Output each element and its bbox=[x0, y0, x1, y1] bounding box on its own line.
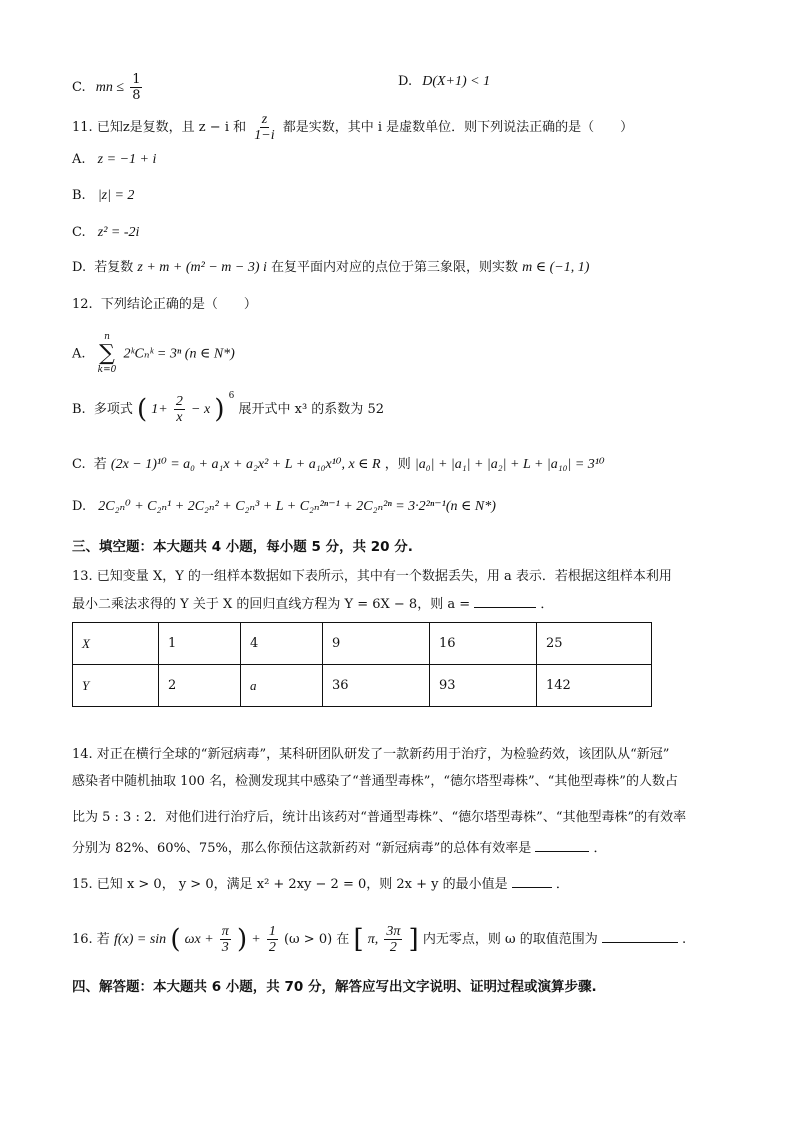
q16-lparen: ( bbox=[170, 924, 181, 955]
q14-line2: 感染者中随机抽取 100 名，检测发现其中感染了“普通型毒株”，“德尔塔型毒株”、“其他型毒株”的人数占 bbox=[72, 774, 678, 789]
q14-line4-text: 分别为 82%、60%、75%，那么你预估这款新药对 “新冠病毒”的总体有效率是 bbox=[72, 841, 532, 856]
q11-frac-den: 1−i bbox=[254, 128, 275, 143]
q11-number: 11. bbox=[72, 120, 93, 135]
q12-option-b bbox=[72, 390, 384, 425]
q12-c-label: C. bbox=[72, 457, 86, 472]
q12-c-end: |a₀| + |a₁| + |a₂| + L + |a₁₀| = 3¹⁰ bbox=[414, 457, 605, 472]
table-cell: 2 bbox=[159, 665, 241, 707]
q10-c-fraction bbox=[130, 72, 142, 103]
q12-b-one: 1+ bbox=[151, 402, 168, 417]
table-row bbox=[73, 665, 652, 707]
table-cell: 9 bbox=[323, 623, 430, 665]
q14-line4 bbox=[72, 839, 607, 859]
q12-b-minus: − x bbox=[191, 402, 211, 417]
q15-text: 15. 已知 x > 0， y > 0，满足 x² + 2xy − 2 = 0，则 2x + y 的最小值是 bbox=[72, 877, 508, 892]
q12-c-expr: (2x − 1)¹⁰ = a₀ + a₁x + a₂x² + L + a₁₀x¹⁰, x ∈ R bbox=[110, 457, 381, 472]
q16-plus: + bbox=[251, 932, 261, 947]
q16-frac3 bbox=[384, 924, 402, 955]
q15-end: ． bbox=[555, 877, 569, 892]
sigma-glyph: ∑ bbox=[99, 341, 115, 366]
q16-answer-blank bbox=[602, 930, 678, 943]
q12-option-d bbox=[72, 497, 496, 517]
q12-option-c bbox=[72, 455, 605, 475]
q11-option-c bbox=[72, 223, 139, 243]
q16-f-expr: f(x) = sin bbox=[113, 932, 167, 947]
q11-text1: 已知z是复数，且 z − i 和 bbox=[96, 120, 247, 135]
q11-b-expr: |z| = 2 bbox=[97, 188, 135, 203]
q12-stem bbox=[72, 295, 257, 315]
q12-b-power: 6 bbox=[228, 390, 235, 401]
q16-prefix: 16. 若 bbox=[72, 932, 110, 947]
q16-frac2-den: 2 bbox=[268, 940, 276, 955]
q10-d-label: D. bbox=[398, 74, 413, 89]
q11-option-d bbox=[72, 258, 589, 278]
q16-frac1-den: 3 bbox=[221, 940, 229, 955]
q16-rparen: ) bbox=[236, 924, 248, 955]
q13-answer-blank bbox=[474, 595, 536, 608]
table-cell: 142 bbox=[537, 665, 652, 707]
q12-option-a bbox=[72, 332, 235, 376]
q12-c-mid: ，则 bbox=[384, 457, 411, 472]
q12-b-frac-num: 2 bbox=[175, 394, 183, 409]
q11-d-label: D. bbox=[72, 260, 87, 275]
sum-upper-limit: n bbox=[104, 332, 110, 342]
q11-option-a bbox=[72, 150, 156, 170]
q12-b-frac-den: x bbox=[176, 410, 183, 425]
section-4-heading: 四、解答题：本大题共 6 小题，共 70 分，解答应写出文字说明、证明过程或演算步骤. bbox=[72, 979, 597, 995]
q12-b-post: 展开式中 x³ 的系数为 52 bbox=[238, 402, 384, 417]
q14-answer-blank bbox=[535, 839, 589, 852]
q12-b-lparen: ( bbox=[136, 394, 148, 425]
q10-c-expr: mn ≤ bbox=[95, 80, 125, 95]
q16-interval-open: [ bbox=[353, 924, 364, 955]
q12-a-label: A. bbox=[72, 346, 86, 362]
q12-a-expr: 2ᵏCₙᵏ = 3ⁿ (n ∈ N*) bbox=[123, 346, 235, 362]
q13-line2-text: 最小二乘法求得的 Y 关于 X 的回归直线方程为 Y = 6X − 8，则 a = bbox=[72, 597, 471, 612]
q11-d-expr: z + m + (m² − m − 3) i bbox=[137, 260, 267, 275]
q16-pi: π, bbox=[367, 932, 379, 947]
q12-c-pre: 若 bbox=[93, 457, 107, 472]
q11-option-b bbox=[72, 186, 134, 206]
q14-line1: 14. 对正在横行全球的“新冠病毒”，某科研团队研发了一款新药用于治疗，为检验药效，该团队从“新冠” bbox=[72, 747, 670, 762]
table-row bbox=[73, 623, 652, 665]
q12-b-rparen: ) bbox=[214, 394, 225, 425]
table-cell: 4 bbox=[241, 623, 323, 665]
q10-c-frac-den: 8 bbox=[132, 88, 141, 103]
q12-number: 12. bbox=[72, 297, 93, 312]
q16-omega-x: ωx + bbox=[184, 932, 214, 947]
q11-stem bbox=[72, 112, 633, 143]
q16-end: . bbox=[682, 932, 687, 947]
q16-frac1-num: π bbox=[221, 924, 229, 939]
q13-line1: 13. 已知变量 X，Y 的一组样本数据如下表所示，其中有一个数据丢失，用 a 表示．若根据这组样本利用 bbox=[72, 569, 672, 584]
table-cell: 36 bbox=[323, 665, 430, 707]
q12-b-pre: 多项式 bbox=[93, 402, 133, 417]
q16-cond: (ω > 0) 在 bbox=[283, 932, 350, 947]
q16-frac2-num: 1 bbox=[268, 924, 276, 939]
q11-c-label: C. bbox=[72, 225, 86, 240]
q13-line2 bbox=[72, 595, 553, 615]
q13-data-table bbox=[72, 622, 652, 707]
sum-lower-limit: k=0 bbox=[97, 365, 117, 375]
q10-option-d bbox=[398, 72, 490, 92]
table-cell: 25 bbox=[537, 623, 652, 665]
q16-line bbox=[72, 924, 686, 955]
q12-d-expr: 2C₂ₙ⁰ + C₂ₙ¹ + 2C₂ₙ² + C₂ₙ³ + L + C₂ₙ²ⁿ⁻¹ + 2C₂ₙ²ⁿ = 3·2²ⁿ⁻¹(n ∈ N*) bbox=[98, 499, 496, 514]
summation-symbol bbox=[98, 332, 117, 376]
q10-option-c bbox=[72, 72, 144, 103]
section-3-heading: 三、填空题：本大题共 4 小题，每小题 5 分，共 20 分. bbox=[72, 539, 413, 555]
q14-line4-end: ． bbox=[593, 841, 607, 856]
q16-text-end: 内无零点，则 ω 的取值范围为 bbox=[422, 932, 598, 947]
q16-frac2 bbox=[267, 924, 278, 955]
q12-d-label: D. bbox=[72, 499, 87, 514]
q11-b-label: B. bbox=[72, 188, 86, 203]
q15-line bbox=[72, 875, 569, 895]
q11-d-end: m ∈ (−1, 1) bbox=[522, 260, 590, 275]
q16-frac3-den: 2 bbox=[389, 940, 397, 955]
q11-a-label: A. bbox=[72, 152, 86, 167]
table-cell: a bbox=[241, 665, 323, 707]
q11-d-mid: 在复平面内对应的点位于第三象限，则实数 bbox=[271, 260, 519, 275]
q13-line2-end: ． bbox=[540, 597, 554, 612]
table-cell: X bbox=[73, 623, 159, 665]
q12-b-label: B. bbox=[72, 402, 86, 417]
q10-d-expr: D(X+1) < 1 bbox=[422, 74, 491, 89]
table-cell: 16 bbox=[430, 623, 537, 665]
q11-text2: 都是实数，其中 i 是虚数单位．则下列说法正确的是（ ） bbox=[282, 120, 634, 135]
q12-text: 下列结论正确的是（ ） bbox=[100, 297, 257, 312]
q12-b-fraction bbox=[174, 394, 185, 425]
q16-interval-close: ] bbox=[408, 924, 419, 955]
q10-c-frac-num: 1 bbox=[132, 72, 141, 87]
q11-frac-num: z bbox=[261, 112, 268, 127]
q11-d-pre: 若复数 bbox=[94, 260, 134, 275]
q11-a-expr: z = −1 + i bbox=[97, 152, 157, 167]
q11-c-expr: z² = -2i bbox=[97, 225, 140, 240]
q16-frac3-num: 3π bbox=[386, 924, 401, 939]
table-cell: 1 bbox=[159, 623, 241, 665]
q11-fraction bbox=[252, 112, 276, 143]
table-cell: Y bbox=[73, 665, 159, 707]
table-cell: 93 bbox=[430, 665, 537, 707]
q15-answer-blank bbox=[512, 875, 552, 888]
q10-c-label: C. bbox=[72, 80, 86, 95]
q16-frac1 bbox=[220, 924, 231, 955]
q14-line3: 比为 5 : 3 : 2．对他们进行治疗后，统计出该药对“普通型毒株”、“德尔塔型毒株”、“其他型毒株”的有效率 bbox=[72, 810, 687, 825]
